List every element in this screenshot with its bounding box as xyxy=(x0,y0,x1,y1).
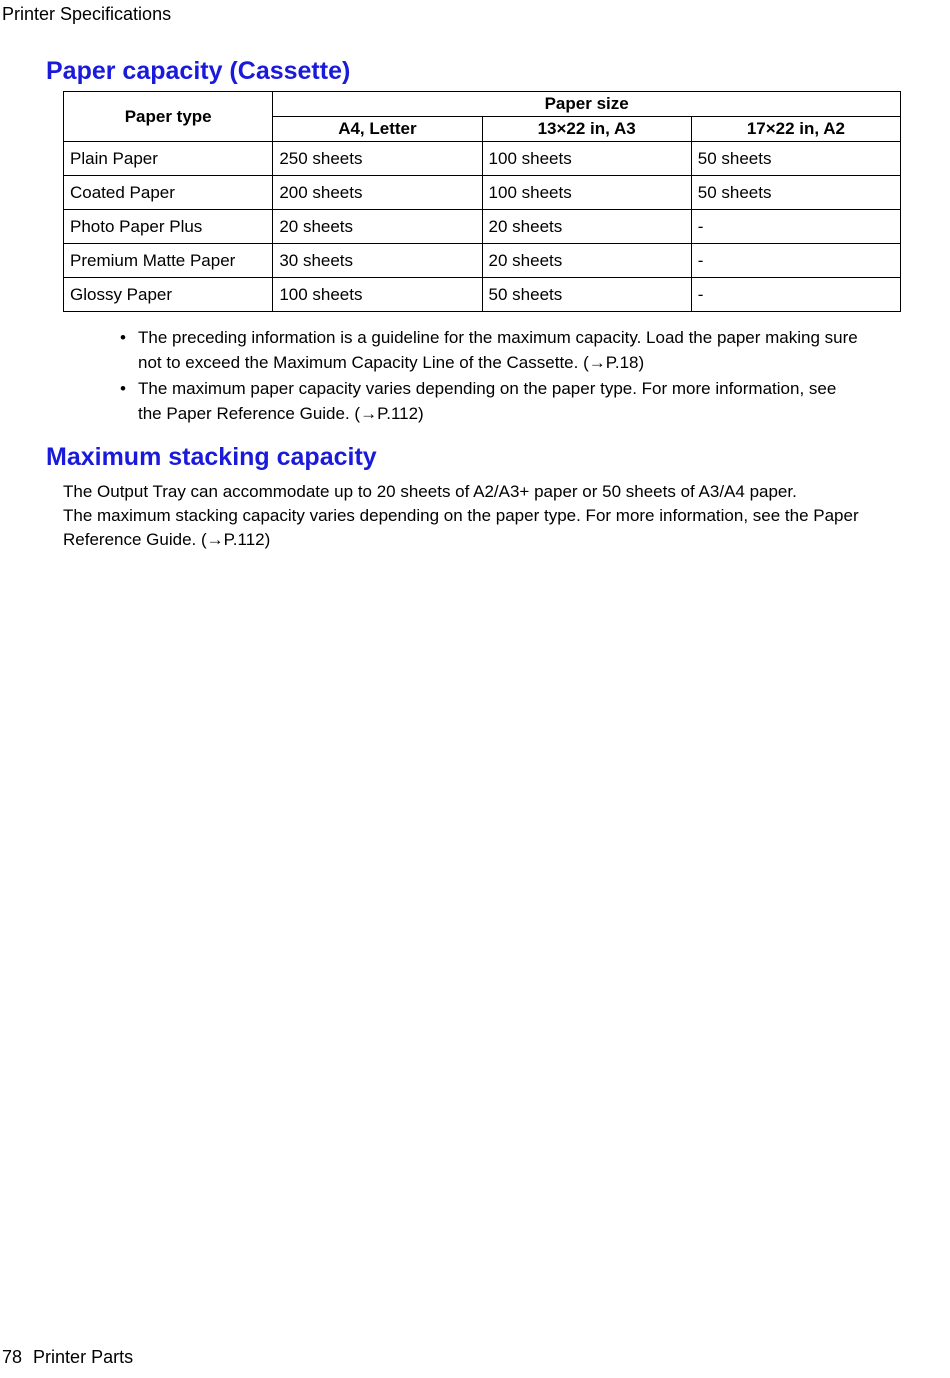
note-item xyxy=(118,325,858,375)
table-cell: 200 sheets xyxy=(273,176,482,210)
column-header-paper-size: Paper size xyxy=(273,92,901,117)
table-cell: 30 sheets xyxy=(273,244,482,278)
paper-capacity-table xyxy=(63,91,901,312)
column-header-size: 17×22 in, A2 xyxy=(691,117,900,142)
page-footer xyxy=(2,1347,133,1368)
table-cell: 100 sheets xyxy=(482,142,691,176)
table-cell-paper-type: Premium Matte Paper xyxy=(64,244,273,278)
chapter-name: Printer Parts xyxy=(33,1347,134,1367)
table-cell: 250 sheets xyxy=(273,142,482,176)
table-cell: - xyxy=(691,244,900,278)
note-text: The maximum paper capacity varies depending on the paper type. For more information, see the Paper Reference Guide. (→P.112) xyxy=(138,379,837,423)
table-cell-paper-type: Coated Paper xyxy=(64,176,273,210)
table-cell: 20 sheets xyxy=(482,244,691,278)
bullet-icon: • xyxy=(120,328,126,347)
table-header-row xyxy=(64,92,901,117)
bullet-icon: • xyxy=(120,379,126,398)
note-item xyxy=(118,376,858,426)
section-title-paper-capacity: Paper capacity (Cassette) xyxy=(46,57,351,85)
table-cell: - xyxy=(691,278,900,312)
paragraph: The maximum stacking capacity varies depending on the paper type. For more information, see the Paper Reference Guide. (→P.112) xyxy=(63,506,859,549)
column-header-size: A4, Letter xyxy=(273,117,482,142)
stacking-capacity-body xyxy=(63,480,893,552)
table-cell-paper-type: Glossy Paper xyxy=(64,278,273,312)
table-cell: 50 sheets xyxy=(691,142,900,176)
page-number: 78 xyxy=(2,1347,23,1367)
table-cell: - xyxy=(691,210,900,244)
paragraph: The Output Tray can accommodate up to 20 sheets of A2/A3+ paper or 50 sheets of A3/A4 paper. xyxy=(63,482,797,501)
table-row xyxy=(64,176,901,210)
running-header: Printer Specifications xyxy=(2,4,172,24)
table-cell: 100 sheets xyxy=(273,278,482,312)
table-cell: 50 sheets xyxy=(691,176,900,210)
table-cell-paper-type: Photo Paper Plus xyxy=(64,210,273,244)
section-title-stacking-capacity: Maximum stacking capacity xyxy=(46,443,377,471)
table-row xyxy=(64,142,901,176)
column-header-size: 13×22 in, A3 xyxy=(482,117,691,142)
table-row xyxy=(64,278,901,312)
note-text: The preceding information is a guideline for the maximum capacity. Load the paper making sure not to exceed the Maximum Capacity Line of the Cassette. (→P.18) xyxy=(138,328,858,372)
table-cell: 50 sheets xyxy=(482,278,691,312)
table-cell: 20 sheets xyxy=(273,210,482,244)
table-row xyxy=(64,210,901,244)
table-cell: 20 sheets xyxy=(482,210,691,244)
table-row xyxy=(64,244,901,278)
notes-list xyxy=(118,325,858,427)
column-header-paper-type: Paper type xyxy=(64,92,273,142)
table-cell: 100 sheets xyxy=(482,176,691,210)
table-cell-paper-type: Plain Paper xyxy=(64,142,273,176)
